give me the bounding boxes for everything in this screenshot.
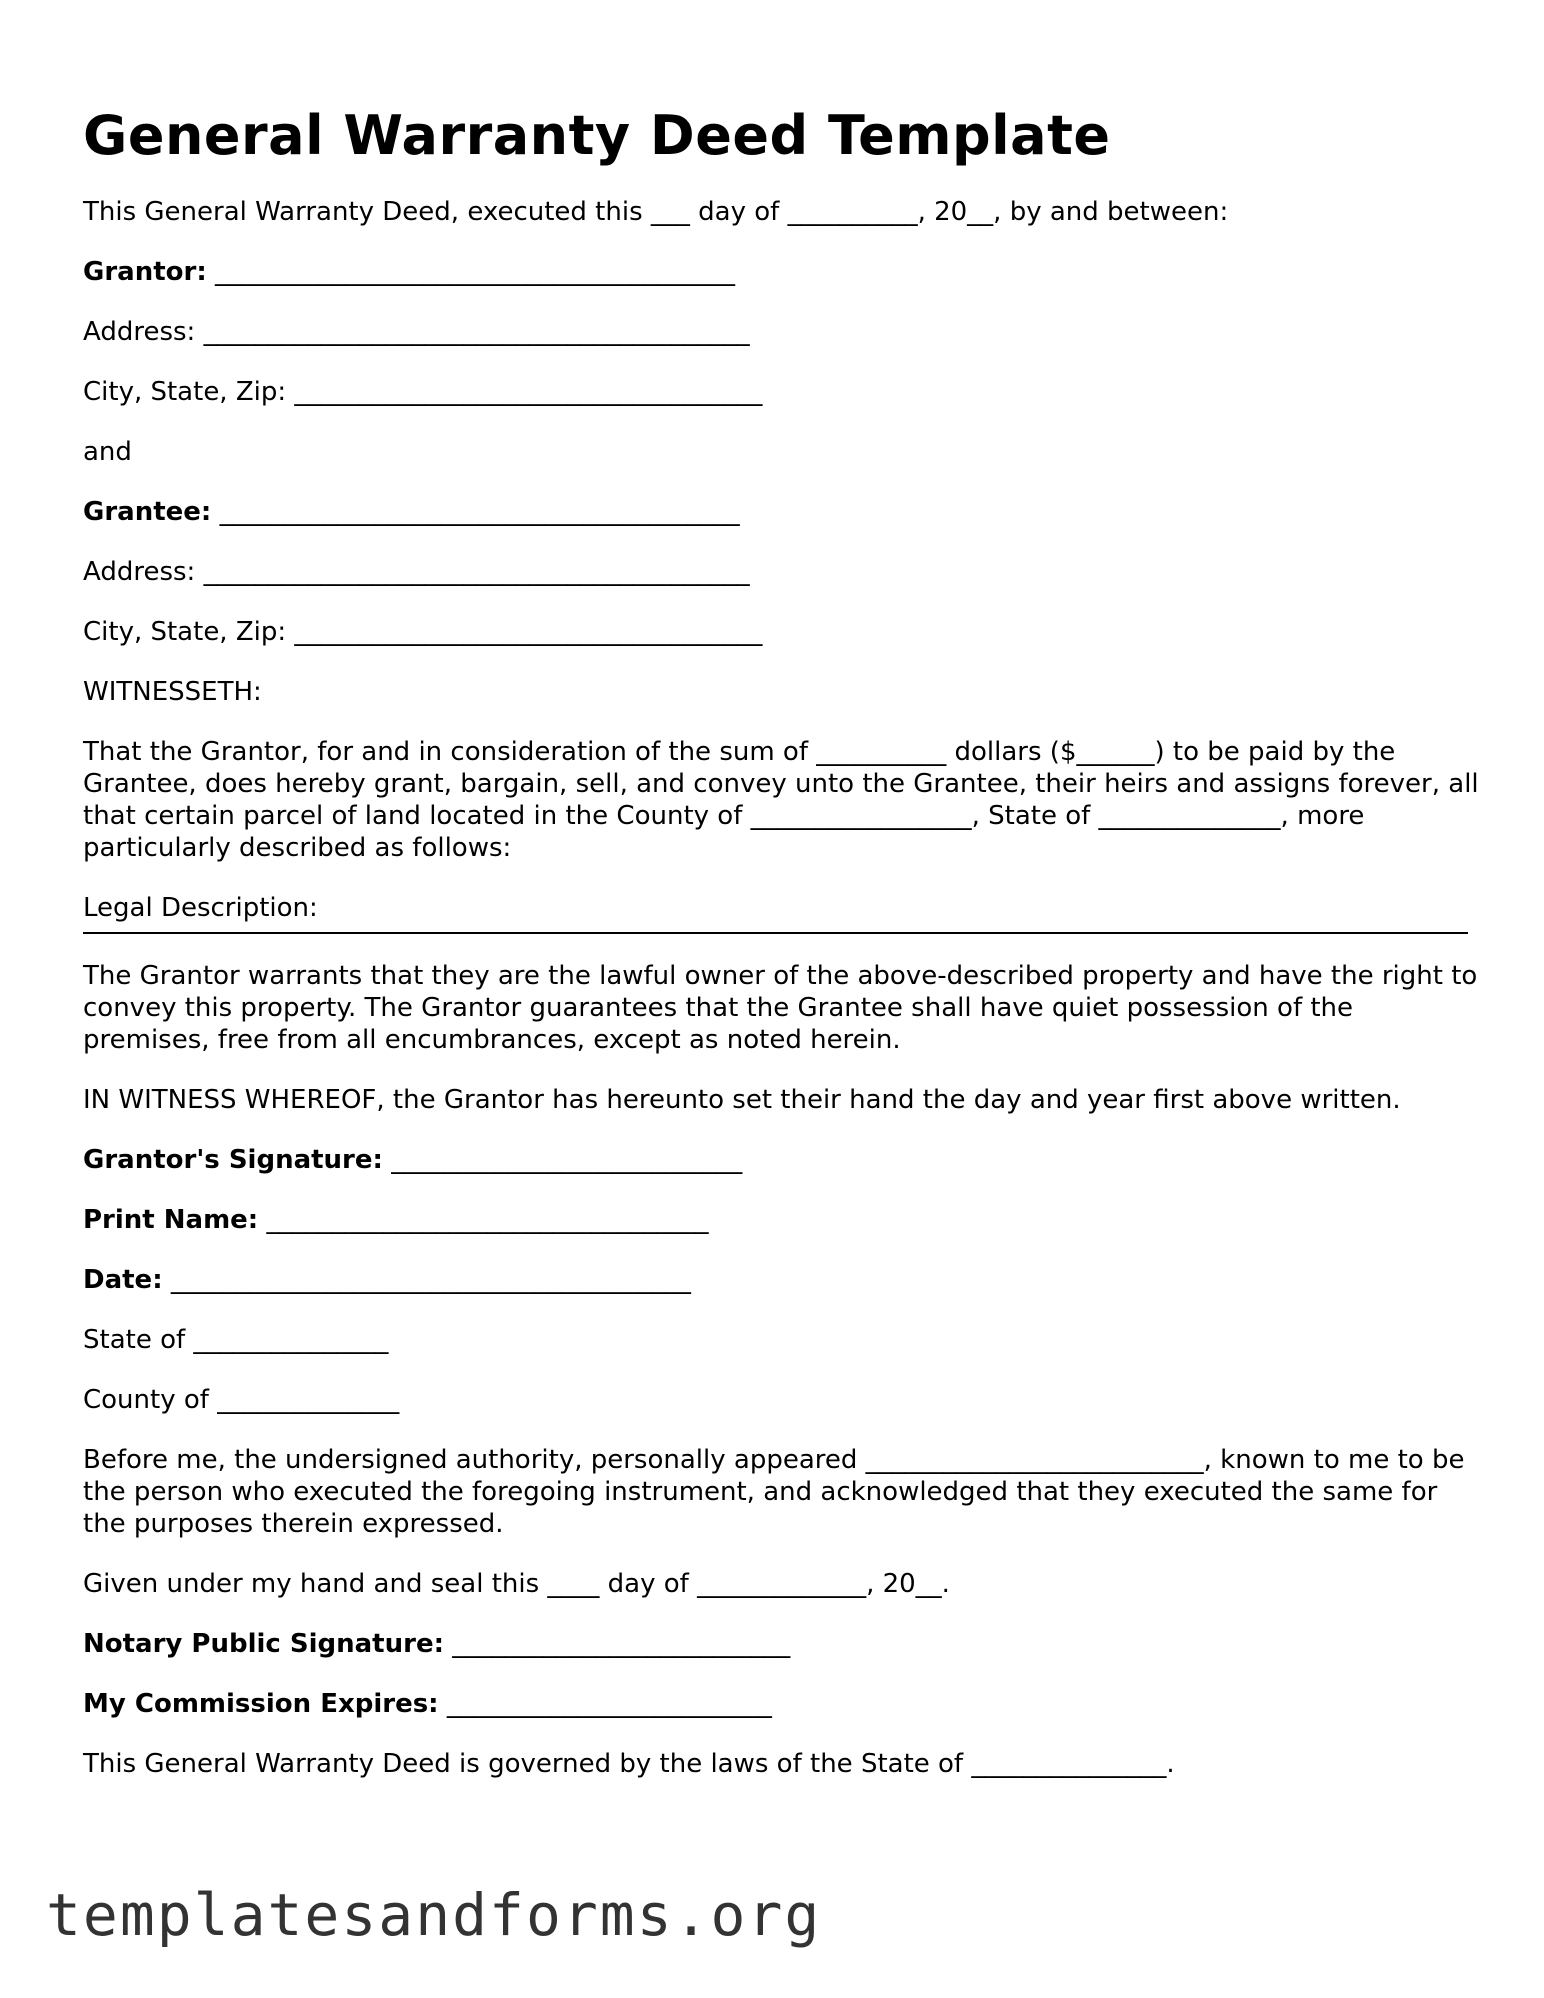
warranty-paragraph: The Grantor warrants that they are the lawful owner of the above-described property and have the right to convey this property. The Grantor guarantees that the Grantee shall have quiet possession of the premises, free from all encumbrances, except as noted herein. [83,961,1478,1055]
print-name-blank: __________________________________ [266,1205,709,1235]
grantee-blank: ________________________________________ [219,497,740,527]
and-text: and [83,437,132,467]
grantee-city: City, State, Zip: ____________________________________ [83,617,763,647]
county-of-line: County of ______________ [83,1385,400,1415]
consideration-paragraph: That the Grantor, for and in consideration of the sum of __________ dollars ($______) to be paid by the Grantee, does hereby grant, bargain, sell, and convey unto the Grantee, their heirs and assigns forever, all that certain parcel of land located in the County of _________________, State of ______________, more particularly described as follows: [83,737,1479,863]
notary-signature-blank: __________________________ [452,1629,791,1659]
notary-signature-label: Notary Public Signature: [83,1629,444,1659]
grantor-line [83,256,1483,288]
commission-blank: _________________________ [446,1689,772,1719]
watermark-text: templatesandforms.org [46,1881,822,1949]
legal-description-rule [83,932,1468,934]
in-witness-text: IN WITNESS WHEREOF, the Grantor has hereunto set their hand the day and year first above written. [83,1085,1401,1115]
print-name-label: Print Name: [83,1205,259,1235]
given-under-line: Given under my hand and seal this ____ day of _____________, 20__. [83,1569,950,1599]
witnesseth-heading: WITNESSETH: [83,677,262,707]
commission-label: My Commission Expires: [83,1689,439,1719]
date-label: Date: [83,1265,163,1295]
grantor-city: City, State, Zip: ____________________________________ [83,377,763,407]
grantee-line [83,496,1483,528]
grantee-address: Address: __________________________________________ [83,557,750,587]
governed-line: This General Warranty Deed is governed by the laws of the State of _______________. [83,1749,1175,1779]
grantor-signature-line [83,1144,1483,1176]
legal-description-label: Legal Description: [83,893,318,923]
grantor-blank: ________________________________________ [215,257,735,287]
state-of-line: State of _______________ [83,1325,389,1355]
date-line [83,1264,1483,1296]
notary-signature-line [83,1628,1483,1660]
commission-line [83,1688,1483,1720]
print-name-line [83,1204,1483,1236]
intro-text: This General Warranty Deed, executed this ___ day of __________, 20__, by and between: [83,197,1229,227]
grantor-address: Address: __________________________________________ [83,317,750,347]
grantor-signature-label: Grantor's Signature: [83,1145,383,1175]
page-title: General Warranty Deed Template [83,104,1111,167]
date-blank: ________________________________________ [170,1265,691,1295]
before-me-paragraph: Before me, the undersigned authority, personally appeared __________________________, known to me to be the person who executed the foregoing instrument, and acknowledged that they executed the same for the purposes therein expressed. [83,1445,1465,1539]
grantee-label: Grantee: [83,497,212,527]
grantor-label: Grantor: [83,257,207,287]
grantor-signature-blank: ___________________________ [391,1145,743,1175]
document-body [83,100,1483,1808]
